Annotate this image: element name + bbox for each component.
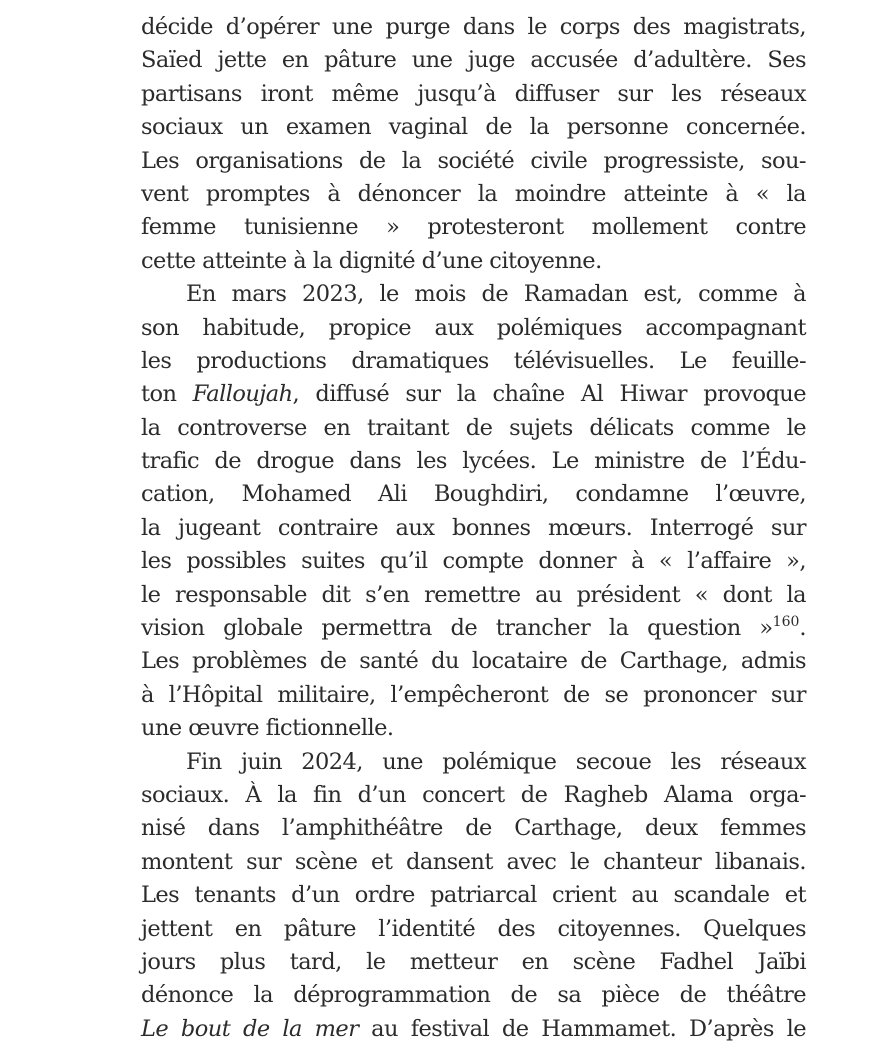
text-line: Fin juin 2024, une polémique secoue les réseaux [186, 748, 806, 775]
text-line: à l’Hôpital militaire, l’empêcheront de se prononcer sur [141, 681, 806, 708]
text-line: montent sur scène et dansent avec le chanteur libanais. [141, 848, 806, 875]
text-fragment: ton [141, 381, 193, 408]
text-line [141, 612, 806, 645]
text-line [141, 1013, 806, 1046]
text-line: dénonce la déprogrammation de sa pièce de théâtre [141, 982, 806, 1009]
text-fragment: au festival de Hammamet. D’après le [358, 1015, 806, 1042]
text-line: cette atteinte à la dignité d’une citoyenne. [141, 247, 602, 274]
text-line: son habitude, propice aux polémiques accompagnant [141, 314, 806, 341]
document-page [141, 11, 806, 1046]
text-line: jours plus tard, le metteur en scène Fadhel Jaïbi [141, 948, 806, 975]
text-line: le responsable dit s’en remettre au président « dont la [141, 581, 806, 608]
text-line: Les problèmes de santé du locataire de Carthage, admis [141, 648, 806, 675]
paragraph-2 [141, 278, 806, 745]
text-fragment: vision globale permettra de trancher la question » [141, 615, 773, 642]
text-line: sociaux un examen vaginal de la personne concernée. [141, 114, 806, 141]
play-title: Le bout de la mer [141, 1015, 359, 1042]
text-line: la controverse en traitant de sujets délicats comme le [141, 414, 806, 441]
paragraph-3 [141, 746, 806, 1047]
text-line: les productions dramatiques télévisuelles. Le feuille- [141, 347, 806, 374]
text-line [141, 378, 806, 411]
text-line: En mars 2023, le mois de Ramadan est, comme à [186, 281, 806, 308]
program-title: Falloujah [192, 381, 293, 408]
text-fragment: , diffusé sur la chaîne Al Hiwar provoque [292, 381, 806, 408]
text-line: sociaux. À la fin d’un concert de Ragheb Alama orga- [141, 781, 806, 808]
text-line: cation, Mohamed Ali Boughdiri, condamne l’œuvre, [141, 481, 806, 508]
footnote-reference: 160 [772, 614, 800, 631]
text-fragment: . [799, 615, 806, 642]
text-line: Saïed jette en pâture une juge accusée d’adultère. Ses [141, 47, 806, 74]
text-line: vent promptes à dénoncer la moindre atteinte à « la [141, 180, 806, 207]
text-line: femme tunisienne » protesteront mollement contre [141, 214, 806, 241]
text-line: décide d’opérer une purge dans le corps des magistrats, [141, 14, 806, 40]
text-line: partisans iront même jusqu’à diffuser sur les réseaux [141, 80, 806, 107]
text-line: nisé dans l’amphithéâtre de Carthage, deux femmes [141, 815, 806, 842]
text-line: jettent en pâture l’identité des citoyennes. Quelques [141, 915, 806, 942]
text-line: une œuvre fictionnelle. [141, 715, 394, 742]
text-line: trafic de drogue dans les lycées. Le ministre de l’Édu- [141, 448, 806, 475]
text-line: Les organisations de la société civile progressiste, sou- [141, 147, 806, 174]
text-line: la jugeant contraire aux bonnes mœurs. Interrogé sur [141, 514, 806, 541]
paragraph-1 [141, 11, 806, 278]
text-line: Les tenants d’un ordre patriarcal crient au scandale et [141, 882, 806, 909]
text-line: les possibles suites qu’il compte donner à « l’affaire », [141, 548, 806, 575]
